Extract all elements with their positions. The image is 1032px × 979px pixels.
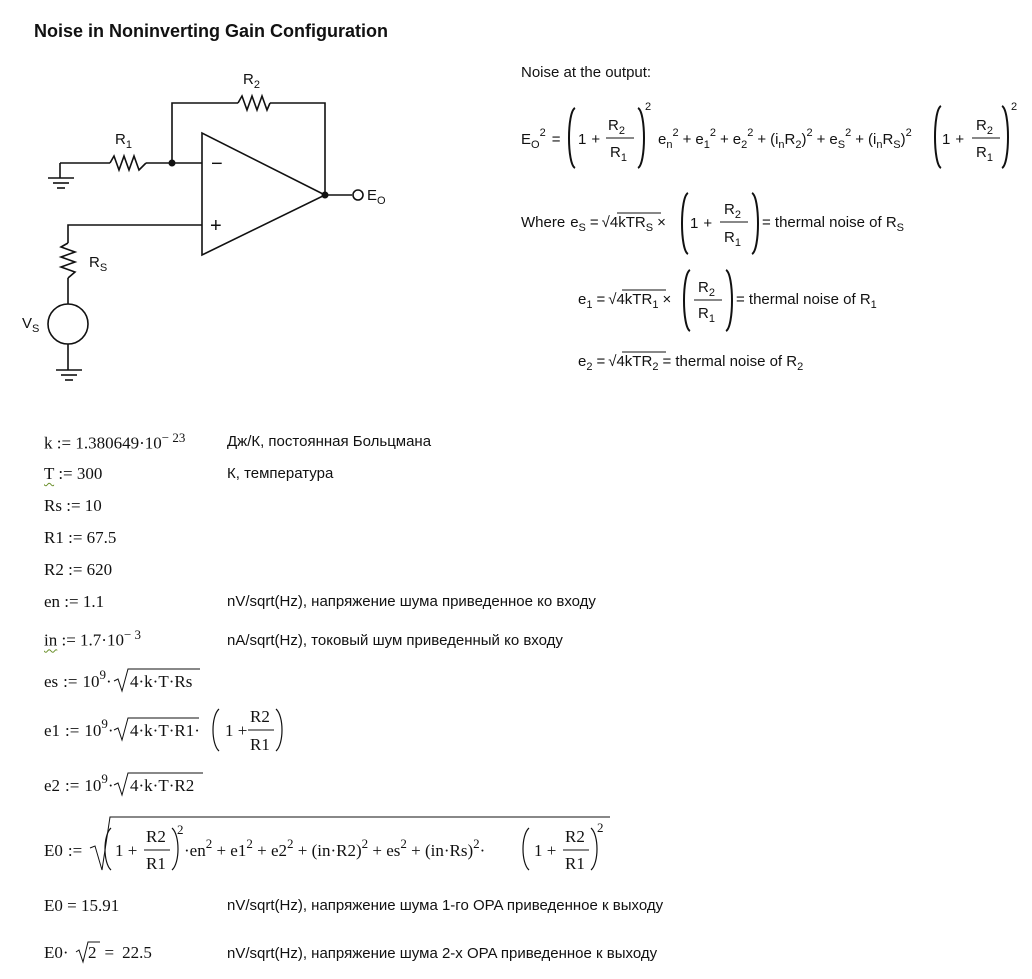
svg-text:R2: $R_2$ [243,71,260,91]
svg-text:en2+e12+e22+(inR2)2+eS2+(inRS): $e_n^2 + e_1^2 + e_2^2 + (i_nR_2)^2 + e_S^2 + (i_nR_S)^2$ [658,127,912,151]
rs-label: R [89,254,100,271]
svg-text:R2: $R_2$ [976,117,993,137]
svg-text:1+: 1 + [942,131,965,148]
svg-text:e2:=109·: e2 := $10^9\cdot$ [44,771,114,795]
svg-text:R1: $R_1$ [724,229,741,249]
svg-text:2: 2 [597,820,604,835]
svg-text:1+: 1 + [690,215,713,232]
comment: nV/sqrt(Hz), напряжение шума 1-го OPA приведенное к выходу [227,897,664,914]
formula-header: Noise at the output: [521,64,652,81]
svg-text:EO2=: $E_O^2$ = [521,127,561,151]
svg-text:R1: $R_1$ [610,144,627,164]
svg-text:R1: R1 [565,854,585,873]
var-name: k [44,433,53,453]
svg-text:e2=√4kTR2= thermal noise of R2: $e_2 = √4kTR_2$ = thermal noise of $R_2$ [578,353,804,373]
svg-text:R2: R2 [146,827,166,846]
svg-text:1 +: 1 + [115,841,138,860]
calc-row-E0-def[interactable] [44,817,610,873]
comment: Дж/К, постоянная Больцмана [227,433,432,450]
r2-label: R [243,71,254,88]
r1-label: R [115,131,126,148]
calc-row-e1[interactable] [44,707,282,754]
svg-text:RS: $R_S$ [89,254,108,274]
svg-text:R1: R1 [146,854,166,873]
var-name: T [44,464,55,483]
plus-sign: + [210,215,222,237]
svg-text:·en2 + e12 + e22 + (in·R2)2 +: $\cdot en^2 + e1^2 + e2^2 + (in\cdot R2)^2 + es^2 + (in\cdot Rs)^2\cdot$ [184,836,486,860]
svg-text:R2: R2 [250,707,270,726]
minus-sign: − [211,153,223,175]
svg-text:= thermal noise of RS: = thermal noise of $R_S$ [762,214,904,234]
svg-text:4·k·T·R1·: 4·k·T·R1· [130,721,200,740]
calc-row-E0-sqrt2[interactable] [44,942,152,962]
svg-text:E0:=: E0 := [44,841,83,860]
svg-text:e1=√4kTR1×: $e_1 = √4kTR_1$ × [578,291,672,311]
svg-text:R2: R2 [565,827,585,846]
svg-text:R1: $R_1$ [698,305,715,325]
comment: nV/sqrt(Hz), напряжение шума приведенное ко входу [227,593,596,610]
svg-text:2: 2 [177,822,184,837]
vs-label: V [22,315,33,332]
eo-label: E [367,187,378,204]
page-title: Noise in Noninverting Gain Configuration [34,21,388,41]
calc-row-Rs[interactable]: Rs := 10 [44,496,102,515]
svg-text:4·k·T·R2: 4·k·T·R2 [130,776,195,795]
comment: nV/sqrt(Hz), напряжение шума 2-х OPA приведенное к выходу [227,945,658,962]
svg-text:EO: $E_O$ [367,187,386,207]
calc-row-es[interactable] [44,667,200,691]
svg-text:2: 2 [645,101,652,113]
svg-text:2: 2 [1011,101,1018,113]
svg-text:4·k·T·Rs: 4·k·T·Rs [130,672,193,691]
svg-text:R2: $R_2$ [608,117,625,137]
svg-text:R1: $R_1$ [115,131,132,151]
svg-text:e1:=109·: e1 := $10^9\cdot$ [44,716,114,740]
svg-text:WhereeS=√4kTRS×: Where $e_S = √4kTR_S$ × [521,214,666,234]
svg-text:E0·: E0· [44,943,69,962]
svg-text:R1: R1 [250,735,270,754]
calc-row-R1[interactable]: R1 := 67.5 [44,528,117,547]
comment: nA/sqrt(Hz), токовый шум приведенный ко входу [227,632,563,649]
svg-text:1+: 1 + [578,131,601,148]
svg-text:es:=109·: es := $10^9\cdot$ [44,667,112,691]
svg-text:1 +: 1 + [534,841,557,860]
calc-row-R2[interactable]: R2 := 620 [44,560,113,579]
svg-text:R2: $R_2$ [724,201,741,221]
svg-text:R1: $R_1$ [976,144,993,164]
svg-text:1 +: 1 + [225,721,248,740]
svg-text:R2: $R_2$ [698,279,715,299]
comment: К, температура [227,465,334,482]
svg-text:VS: $V_S$ [22,315,40,335]
calc-row-e2[interactable] [44,771,203,795]
svg-text:= thermal noise of R1: = thermal noise of $R_1$ [736,291,877,311]
svg-text:2=22.5: 2 = 22.5 [88,943,152,962]
